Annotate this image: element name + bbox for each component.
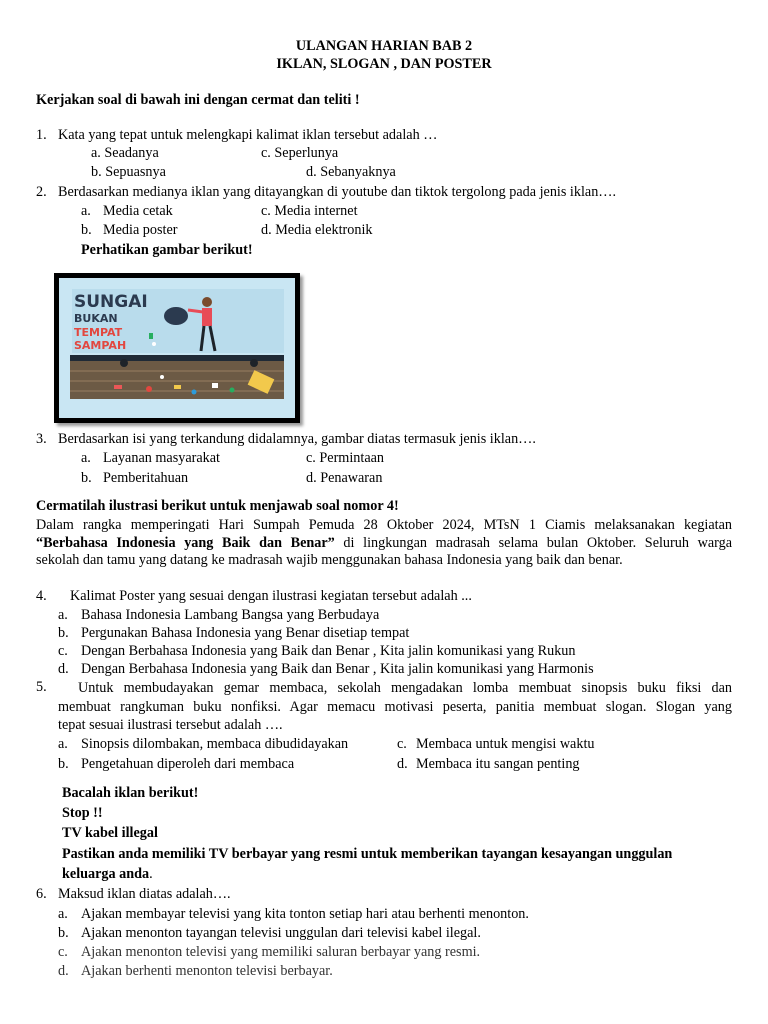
page-subtitle: IKLAN, SLOGAN , DAN POSTER [276, 56, 492, 72]
q5-option-a-mark: a. [58, 736, 68, 752]
q3-option-c: c. Permintaan [306, 450, 385, 466]
q2-note: Perhatikan gambar berikut! [81, 242, 253, 258]
instruction: Kerjakan soal di bawah ini dengan cermat dan teliti ! [36, 92, 360, 108]
q1-option-c: c. Seperlunya [261, 145, 339, 161]
q4-option-c-mark: c. [58, 643, 68, 659]
q2-option-a: Media cetak [103, 203, 173, 219]
q4-option-d-mark: d. [58, 661, 69, 677]
ad-line-2: TV kabel illegal [62, 825, 158, 841]
q3-option-b: Pemberitahuan [103, 470, 189, 486]
q3-option-d: d. Penawaran [306, 470, 383, 486]
ad-line-3: Pastikan anda memiliki TV berbayar yang resmi untuk memberikan tayangan kesayangan unggulan [62, 846, 673, 862]
q4-paragraph-line-2-rest: di lingkungan madrasah selama bulan Oktober. Seluruh warga [334, 535, 732, 551]
q2-number: 2. [36, 184, 47, 200]
poster-word-1: SUNGAI [74, 292, 148, 312]
q3-option-b-mark: b. [81, 470, 92, 486]
poster-word-4: SAMPAH [74, 339, 127, 352]
q5-text-line-2: membuat rangkuman buku nonfiksi. Agar memacu motivasi peserta, panitia membuat slogan. Slogan yang [58, 699, 732, 715]
q1-number: 1. [36, 127, 47, 143]
q6-option-c: Ajakan menonton televisi yang memiliki saluran berbayar yang resmi. [81, 944, 481, 960]
q6-option-b: Ajakan menonton tayangan televisi unggulan dari televisi kabel ilegal. [81, 925, 481, 941]
q6-number: 6. [36, 886, 47, 902]
q1-option-d: d. Sebanyaknya [306, 164, 396, 180]
q3-option-a: Layanan masyarakat [103, 450, 220, 466]
q3-option-a-mark: a. [81, 450, 91, 466]
q6-option-a: Ajakan membayar televisi yang kita tonton setiap hari atau berhenti menonton. [81, 906, 529, 922]
q4-paragraph-line-2 [36, 534, 732, 552]
q5-number: 5. [36, 679, 47, 695]
q4-paragraph-line-1: Dalam rangka memperingati Hari Sumpah Pemuda 28 Oktober 2024, MTsN 1 Ciamis melaksanakan kegiatan [36, 517, 732, 533]
q2-text: Berdasarkan medianya iklan yang ditayangkan di youtube dan tiktok tergolong pada jenis iklan…. [58, 184, 617, 200]
q6-text: Maksud iklan diatas adalah…. [58, 886, 231, 902]
q1-text: Kata yang tepat untuk melengkapi kalimat iklan tersebut adalah … [58, 127, 438, 143]
page-title: ULANGAN HARIAN BAB 2 [295, 38, 473, 54]
q6-option-c-mark: c. [58, 944, 68, 960]
q2-option-b: Media poster [103, 222, 178, 238]
event-name: “Berbahasa Indonesia yang Baik dan Benar” [36, 535, 335, 551]
q6-option-d-mark: d. [58, 963, 69, 979]
ad-line-4-end: . [149, 866, 153, 882]
q5-option-b: Pengetahuan diperoleh dari membaca [81, 756, 295, 772]
q4-option-c: Dengan Berbahasa Indonesia yang Baik dan Benar , Kita jalin komunikasi yang Rukun [81, 643, 576, 659]
q5-option-b-mark: b. [58, 756, 69, 772]
q4-option-b: Pergunakan Bahasa Indonesia yang Benar disetiap tempat [81, 625, 410, 641]
q2-option-a-mark: a. [81, 203, 91, 219]
q1-option-b: b. Sepuasnya [91, 164, 166, 180]
poster-word-3: TEMPAT [74, 326, 123, 339]
q5-option-a: Sinopsis dilombakan, membaca dibudidayakan [81, 736, 349, 752]
q6-option-b-mark: b. [58, 925, 69, 941]
ad-heading: Bacalah iklan berikut! [62, 785, 199, 801]
q1-option-a: a. Seadanya [91, 145, 159, 161]
q3-text: Berdasarkan isi yang terkandung didalamnya, gambar diatas termasuk jenis iklan…. [58, 431, 536, 447]
q4-paragraph-line-3: sekolah dan tamu yang datang ke madrasah wajib menggunakan bahasa Indonesia yang baik dan benar. [36, 552, 623, 568]
q4-option-d: Dengan Berbahasa Indonesia yang Baik dan Benar , Kita jalin komunikasi yang Harmonis [81, 661, 594, 677]
q2-option-b-mark: b. [81, 222, 92, 238]
q4-option-a-mark: a. [58, 607, 68, 623]
q2-option-c: c. Media internet [261, 203, 358, 219]
q6-option-a-mark: a. [58, 906, 68, 922]
q6-option-d: Ajakan berhenti menonton televisi berbayar. [81, 963, 333, 979]
q5-option-c-mark: c. [397, 736, 407, 752]
q4-heading: Cermatilah ilustrasi berikut untuk menjawab soal nomor 4! [36, 498, 399, 514]
ad-line-1: Stop !! [62, 805, 103, 821]
q3-number: 3. [36, 431, 47, 447]
q4-option-b-mark: b. [58, 625, 69, 641]
q5-text-line-3: tepat sesuai ilustrasi tersebut adalah …. [58, 717, 283, 733]
q4-number: 4. [36, 588, 47, 604]
ad-line-4-bold: keluarga anda [62, 866, 150, 882]
q5-option-d-mark: d. [397, 756, 408, 772]
q5-text-line-1: Untuk membudayakan gemar membaca, sekolah mengadakan lomba membuat sinopsis buku fiksi dan [78, 680, 732, 696]
q5-option-d: Membaca itu sangan penting [416, 756, 580, 772]
q4-text: Kalimat Poster yang sesuai dengan ilustrasi kegiatan tersebut adalah ... [70, 588, 472, 604]
poster-word-2: BUKAN [74, 312, 118, 325]
q2-option-d: d. Media elektronik [261, 222, 373, 238]
q4-option-a: Bahasa Indonesia Lambang Bangsa yang Berbudaya [81, 607, 380, 623]
q5-option-c: Membaca untuk mengisi waktu [416, 736, 595, 752]
poster-image [54, 273, 300, 423]
ad-line-4 [62, 866, 153, 883]
